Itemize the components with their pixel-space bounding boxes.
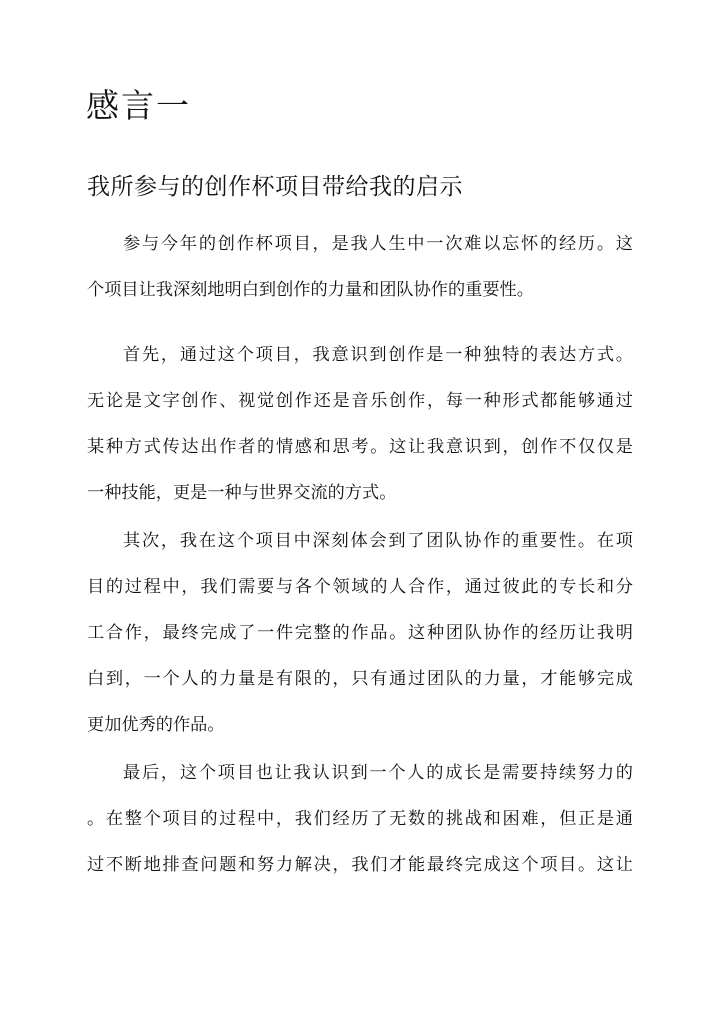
paragraph-line: 白到，一个人的力量是有限的，只有通过团队的力量，才能够完成 (87, 669, 633, 689)
paragraph-line: 一种技能，更是一种与世界交流的方式。 (87, 483, 397, 503)
paragraph-line: 。在整个项目的过程中，我们经历了无数的挑战和困难，但正是通 (87, 809, 633, 829)
paragraph-line: 个项目让我深刻地明白到创作的力量和团队协作的重要性。 (87, 280, 534, 300)
paragraph-line: 首先，通过这个项目，我意识到创作是一种独特的表达方式。 (123, 345, 633, 365)
paragraph-line: 最后，这个项目也让我认识到一个人的成长是需要持续努力的 (123, 763, 633, 783)
paragraph-line: 过不断地排查问题和努力解决，我们才能最终完成这个项目。这让 (87, 855, 633, 875)
paragraph-line: 目的过程中，我们需要与各个领域的人合作，通过彼此的专长和分 (87, 577, 633, 597)
paragraph-line: 无论是文字创作、视觉创作还是音乐创作，每一种形式都能够通过 (87, 391, 633, 411)
page-subtitle: 我所参与的创作杯项目带给我的启示 (87, 174, 463, 200)
paragraph-4 (87, 750, 633, 888)
page-title: 感言一 (86, 86, 191, 125)
paragraph-2 (87, 332, 633, 516)
paragraph-1 (87, 221, 633, 313)
paragraph-line: 参与今年的创作杯项目，是我人生中一次难以忘怀的经历。这 (123, 234, 633, 254)
paragraph-line: 其次，我在这个项目中深刻体会到了团队协作的重要性。在项 (123, 531, 633, 551)
paragraph-line: 某种方式传达出作者的情感和思考。这让我意识到，创作不仅仅是 (87, 437, 633, 457)
paragraph-3 (87, 518, 633, 748)
paragraph-line: 工合作，最终完成了一件完整的作品。这种团队协作的经历让我明 (87, 623, 633, 643)
paragraph-line: 更加优秀的作品。 (87, 715, 225, 735)
